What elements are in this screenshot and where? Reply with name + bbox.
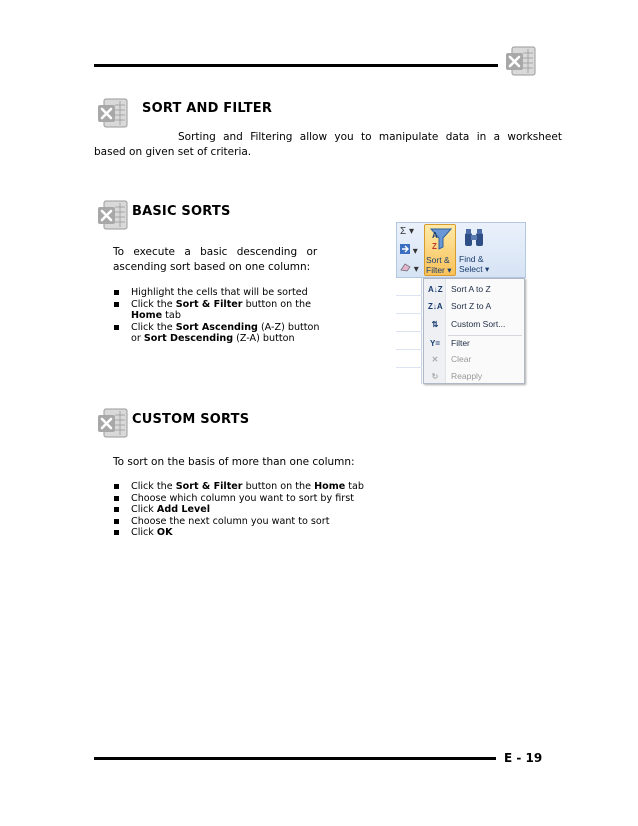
basic-sorts-intro-line1: To execute a basic descending or [113,246,318,258]
custom-sorts-list [112,481,392,539]
list-item: Click the Sort & Filter button on the Home tab [112,481,392,493]
ribbon-editing-group [396,222,526,278]
basic-sorts-heading: BASIC SORTS [132,204,231,219]
basic-sorts-intro-line2: ascending sort based on one column: [113,261,311,273]
custom-sorts-heading: CUSTOM SORTS [132,412,250,427]
clear-button[interactable]: ▾ [400,262,422,274]
menu-item-sort-a-to-z[interactable]: A↓Z Sort A to Z [428,284,491,294]
autosum-button[interactable]: Σ ▾ [400,226,414,237]
fill-button[interactable]: ▾ [400,244,422,256]
excel-sort-filter-screenshot [396,222,526,384]
filter-icon: Y= [429,339,440,348]
custom-sorts-intro: To sort on the basis of more than one column: [113,456,355,468]
menu-item-clear: ✕ Clear [424,351,524,368]
excel-section-icon [96,406,130,440]
find-select-button[interactable]: Find & Select ▾ [458,224,492,276]
svg-text:A: A [432,231,438,240]
sort-filter-intro-line1: Sorting and Filtering allow you to manipulate data in a worksheet [178,131,562,143]
sort-descending-icon: Z↓A [428,302,443,311]
worksheet-grid-fragment [396,278,422,384]
list-item: Click the Sort & Filter button on the Home tab [112,299,332,322]
list-item: Choose which column you want to sort by first [112,493,392,505]
page-number: E - 19 [504,751,543,765]
eraser-icon [400,262,411,272]
excel-logo-icon [504,44,538,78]
menu-item-filter[interactable]: Y= Filter [429,338,470,348]
footer-rule [94,757,496,760]
clear-filter-icon: ✕ [431,355,439,364]
header-rule [94,64,498,67]
list-item: Choose the next column you want to sort [112,516,392,528]
list-item: Click OK [112,527,392,539]
custom-sort-icon: ⇅ [431,320,439,329]
sort-filter-button[interactable]: A Z Sort & Filter ▾ [424,224,456,276]
menu-item-sort-z-to-a[interactable]: Z↓A Sort Z to A [428,301,492,311]
sort-filter-intro-line2: based on given set of criteria. [94,146,252,158]
list-item: Highlight the cells that will be sorted [112,287,332,299]
fill-icon [400,244,410,254]
svg-text:Z: Z [432,242,437,251]
list-item: Click the Sort Ascending (A-Z) button or Sort Descending (Z-A) button [112,322,332,345]
reapply-icon: ↻ [431,372,439,381]
excel-section-icon [96,198,130,232]
menu-item-reapply: ↻ Reapply [424,368,524,385]
binoculars-icon [463,227,485,249]
sort-filter-dropdown-menu [423,278,525,384]
list-item: Click Add Level [112,504,392,516]
excel-section-icon [96,96,130,130]
sort-and-filter-heading: SORT AND FILTER [142,101,273,116]
sort-ascending-icon: A↓Z [428,285,443,294]
menu-item-custom-sort[interactable]: ⇅ Custom Sort... [424,316,524,333]
basic-sorts-list [112,287,332,345]
sort-filter-icon [429,227,453,251]
